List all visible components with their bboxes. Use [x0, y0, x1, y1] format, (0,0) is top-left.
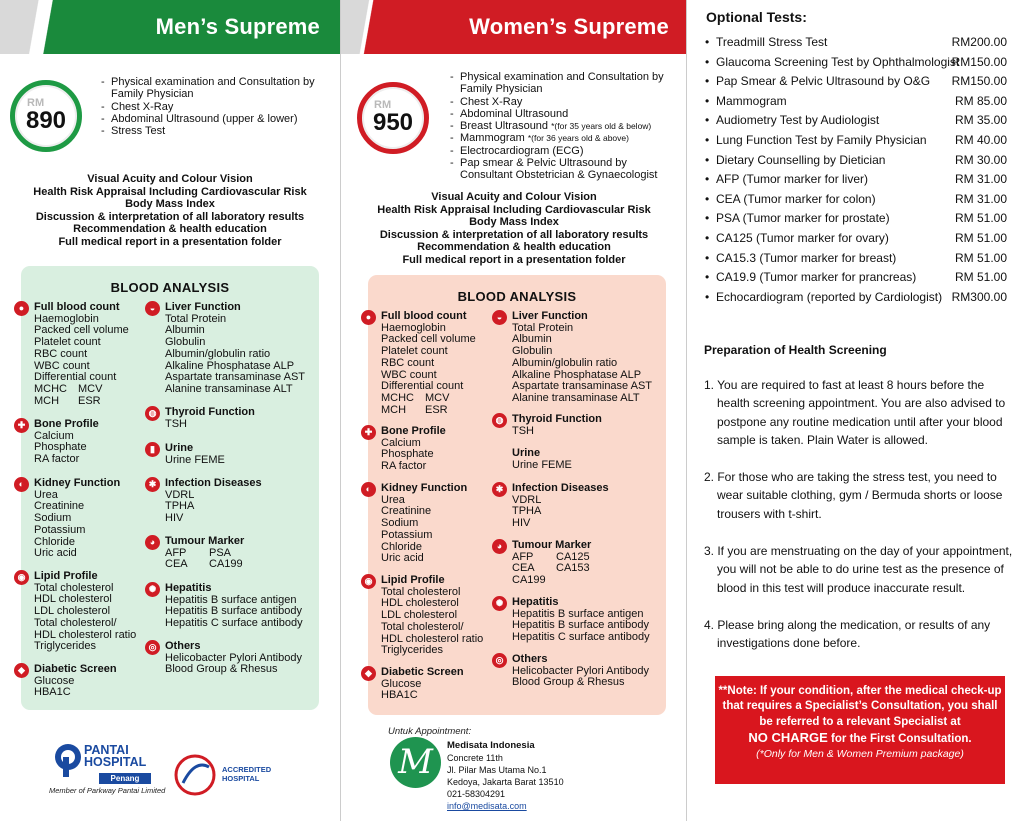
mens-banner: [0, 0, 340, 54]
feature-item: - Stress Test: [101, 125, 333, 137]
blood-drop-icon: ●: [14, 301, 29, 316]
mens-blood-analysis: [17, 266, 319, 710]
list-item: • CEA (Tumor marker for colon) RM 31.00: [705, 192, 1015, 212]
group-thyroid-function: ◍ Thyroid Function TSH: [165, 407, 325, 430]
womens-price: 950: [372, 109, 414, 136]
summary-line: Body Mass Index: [469, 216, 559, 229]
group-full-blood-count: ● Full blood count Haemoglobin Packed cell volume Platelet count RBC count WBC count Differential count MCHC MCV MCH ESR: [34, 302, 194, 407]
womens-summary: [341, 191, 686, 267]
feature-item: - Physical examination and Consultation by Family Physician: [450, 71, 680, 96]
mens-price-badge: [10, 80, 82, 152]
summary-line: Body Mass Index: [125, 198, 215, 211]
liver-icon: ◒: [145, 301, 160, 316]
womens-features: [450, 71, 680, 182]
virus-icon: ✺: [145, 582, 160, 597]
group-full-blood-count: ● Full blood count Haemoglobin Packed cell volume Platelet count RBC count WBC count Differential count MCHC MCV MCH ESR: [381, 311, 541, 416]
glucose-icon: ◆: [14, 663, 29, 678]
no-charge-text: NO CHARGE: [748, 729, 828, 745]
summary-line: Full medical report in a presentation folder: [58, 235, 282, 248]
group-hepatitis: ✺ Hepatitis Hepatitis B surface antigen Hepatitis B surface antibody Hepatitis C surface antibody: [512, 597, 672, 644]
infection-icon: ✱: [492, 482, 507, 497]
bone-icon: ✚: [14, 418, 29, 433]
feature-item: - Abdominal Ultrasound (upper & lower): [101, 113, 333, 125]
list-item: • CA15.3 (Tumor marker for breast) RM 51.00: [705, 251, 1015, 271]
list-item: • Mammogram RM 85.00: [705, 94, 1015, 114]
pantai-line2: HOSPITAL: [84, 755, 147, 769]
glucose-icon: ◆: [361, 666, 376, 681]
feature-item: - Chest X-Ray: [101, 101, 333, 113]
medisata-contact: [447, 740, 564, 812]
preparation-item: 3. If you are menstruating on the day of your appointment, you will not be able to do urine test as the presence of blood in this test will produce inaccurate result.: [704, 544, 1013, 595]
list-item: • AFP (Tumor marker for liver) RM 31.00: [705, 172, 1015, 192]
group-liver-function: ◒ Liver Function Total Protein Albumin Globulin Albumin/globulin ratio Alkaline Phosphatase ALP Aspartate transaminase AST Alanine transaminase ALT: [165, 302, 325, 396]
lipid-icon: ◉: [14, 570, 29, 585]
mens-title: Men’s Supreme: [155, 14, 320, 39]
email-link[interactable]: info@medisata.com: [447, 801, 527, 811]
blood-drop-icon: ●: [361, 310, 376, 325]
thyroid-icon: ◍: [145, 406, 160, 421]
group-infection-diseases: ✱ Infection Diseases VDRL TPHA HIV: [165, 478, 325, 525]
mens-summary: [0, 173, 340, 249]
group-hepatitis: ✺ Hepatitis Hepatitis B surface antigen Hepatitis B surface antibody Hepatitis C surface antibody: [165, 583, 325, 630]
lipid-icon: ◉: [361, 574, 376, 589]
list-item: • Audiometry Test by Audiologist RM 35.00: [705, 113, 1015, 133]
preparation-item: 2. For those who are taking the stress test, you need to wear suitable clothing, gym / Bermuda shorts or loose trousers with t-shirt.: [704, 470, 1003, 521]
group-others: ◎ Others Helicobacter Pylori Antibody Blood Group & Rhesus: [165, 641, 325, 676]
group-others: ◎ Others Helicobacter Pylori Antibody Blood Group & Rhesus: [512, 654, 672, 689]
infection-icon: ✱: [145, 477, 160, 492]
womens-title: Women’s Supreme: [469, 14, 669, 39]
bone-icon: ✚: [361, 425, 376, 440]
note-box: [715, 676, 1005, 784]
optional-tests-title: Optional Tests:: [706, 9, 807, 25]
group-bone-profile: ✚ Bone Profile Calcium Phosphate RA factor: [381, 426, 541, 473]
list-item: • PSA (Tumor marker for prostate) RM 51.00: [705, 211, 1015, 231]
others-icon: ◎: [492, 653, 507, 668]
pantai-branch: Penang: [99, 773, 151, 784]
tumour-icon: ◕: [145, 535, 160, 550]
liver-icon: ◒: [492, 310, 507, 325]
address-line: Kedoya, Jakarta Barat 13510: [447, 777, 564, 787]
group-thyroid-function: ◍ Thyroid Function TSH: [512, 414, 672, 437]
summary-line: Visual Acuity and Colour Vision: [87, 173, 253, 185]
womens-supreme-panel: [340, 0, 686, 821]
womens-banner: [341, 0, 686, 54]
group-liver-function: ◒ Liver Function Total Protein Albumin Globulin Albumin/globulin ratio Alkaline Phosphatase ALP Aspartate transaminase AST Alanine transaminase ALT: [512, 311, 672, 405]
group-infection-diseases: ✱ Infection Diseases VDRL TPHA HIV: [512, 483, 672, 530]
feature-item: - Breast Ultrasound *(for 35 years old & below): [450, 120, 680, 132]
member-text: Member of Parkway Pantai Limited: [49, 786, 166, 795]
appointment-label: Untuk Appointment:: [388, 726, 472, 737]
medisata-logo: M: [390, 737, 441, 788]
group-bone-profile: ✚ Bone Profile Calcium Phosphate RA factor: [34, 419, 194, 466]
optional-tests-list: [705, 35, 1015, 309]
list-item: • CA19.9 (Tumor marker for prancreas) RM 51.00: [705, 270, 1015, 290]
accredited-hospital: ACCREDITED HOSPITAL: [222, 765, 272, 783]
womens-price-badge: [357, 82, 429, 154]
medisata-name: Medisata Indonesia: [447, 740, 535, 751]
summary-line: Recommendation & health education: [417, 241, 611, 254]
list-item: • Lung Function Test by Family Physician RM 40.00: [705, 133, 1015, 153]
group-lipid-profile: ◉ Lipid Profile Total cholesterol HDL cholesterol LDL cholesterol Total cholesterol/ HDL cholesterol ratio Triglycerides: [381, 575, 541, 657]
womens-blood-analysis: [364, 275, 666, 715]
feature-item: - Mammogram *(for 36 years old & above): [450, 132, 680, 144]
feature-item: - Electrocardiogram (ECG): [450, 145, 680, 157]
price-prefix: RM: [27, 97, 45, 109]
group-kidney-function: ◐ Kidney Function Urea Creatinine Sodium Potassium Chloride Uric acid: [381, 483, 541, 565]
group-urine: Urine Urine FEME: [512, 447, 572, 471]
pantai-icon: [54, 743, 82, 777]
virus-icon: ✺: [492, 596, 507, 611]
phone-number: 021-58304291: [447, 789, 506, 799]
mens-price: 890: [25, 107, 67, 134]
summary-line: Visual Acuity and Colour Vision: [431, 191, 597, 203]
group-diabetic-screen: ◆ Diabetic Screen Glucose HBA1C: [381, 667, 541, 702]
kidney-icon: ◐: [361, 482, 376, 497]
summary-line: Discussion & interpretation of all laboratory results: [379, 228, 649, 241]
blood-analysis-title: BLOOD ANALYSIS: [457, 289, 577, 304]
others-icon: ◎: [145, 640, 160, 655]
list-item: • Echocardiogram (reported by Cardiologist) RM300.00: [705, 290, 1015, 310]
feature-item: - Physical examination and Consultation by Family Physician: [101, 76, 333, 101]
list-item: • Treadmill Stress Test RM200.00: [705, 35, 1015, 55]
urine-icon: ▮: [145, 442, 160, 457]
list-item: • Glaucoma Screening Test by Ophthalmologist RM150.00: [705, 55, 1015, 75]
group-lipid-profile: ◉ Lipid Profile Total cholesterol HDL cholesterol LDL cholesterol Total cholesterol/ HDL cholesterol ratio Triglycerides: [34, 571, 194, 653]
group-diabetic-screen: ◆ Diabetic Screen Glucose HBA1C: [34, 664, 194, 699]
quality-health-icon: [173, 753, 217, 797]
group-tumour-marker: ◕ Tumour Marker AFP PSA CEA CA199: [165, 536, 325, 571]
summary-line: Full medical report in a presentation folder: [402, 253, 626, 266]
list-item: • Pap Smear & Pelvic Ultrasound by O&G RM150.00: [705, 74, 1015, 94]
feature-item: - Chest X-Ray: [450, 96, 680, 108]
tumour-icon: ◕: [492, 539, 507, 554]
preparation-item: 4. Please bring along the medication, or results of any investigations done before.: [704, 617, 991, 651]
feature-item: - Abdominal Ultrasound: [450, 108, 680, 120]
group-kidney-function: ◐ Kidney Function Urea Creatinine Sodium Potassium Chloride Uric acid: [34, 478, 194, 560]
thyroid-icon: ◍: [492, 413, 507, 428]
preparation-item: 1. You are required to fast at least 8 hours before the health screening appointment. You are also advised to postpone any routine medication until after your blood sample is taken. Plain Water is allowed.: [704, 378, 1006, 447]
blood-analysis-title: BLOOD ANALYSIS: [110, 280, 230, 295]
mens-features: [101, 76, 333, 137]
pantai-line1: PANTAI: [84, 743, 129, 757]
feature-item: - Pap smear & Pelvic Ultrasound by Consultant Obstetrician & Gynaecologist: [450, 157, 680, 182]
optional-tests-panel: [686, 0, 1024, 821]
preparation-title: Preparation of Health Screening: [704, 343, 887, 357]
list-item: • CA125 (Tumor marker for ovary) RM 51.00: [705, 231, 1015, 251]
price-prefix: RM: [374, 99, 392, 111]
group-urine: ▮ Urine Urine FEME: [165, 443, 325, 466]
summary-line: Discussion & interpretation of all laboratory results: [35, 210, 305, 223]
kidney-icon: ◐: [14, 477, 29, 492]
list-item: • Dietary Counselling by Dietician RM 30.00: [705, 153, 1015, 173]
address-line: Concrete 11th: [447, 753, 503, 763]
summary-line: Health Risk Appraisal Including Cardiovascular Risk: [33, 185, 307, 198]
summary-line: Health Risk Appraisal Including Cardiovascular Risk: [377, 203, 651, 216]
preparation-list: [704, 376, 1020, 672]
note-text: **Note: If your condition, after the medical check-up that requires a Specialist’s Consultation, you shall be referred to a relevant Specialist at: [718, 685, 1002, 728]
address-line: Jl. Pilar Mas Utama No.1: [447, 765, 547, 775]
summary-line: Recommendation & health education: [73, 223, 267, 236]
mens-supreme-panel: [0, 0, 340, 821]
note-text-end: for the First Consultation.: [827, 732, 972, 745]
note-subtext: (*Only for Men & Women Premium package): [756, 748, 964, 761]
group-tumour-marker: ◕ Tumour Marker AFP CA125 CEA CA153 CA199: [512, 540, 672, 587]
